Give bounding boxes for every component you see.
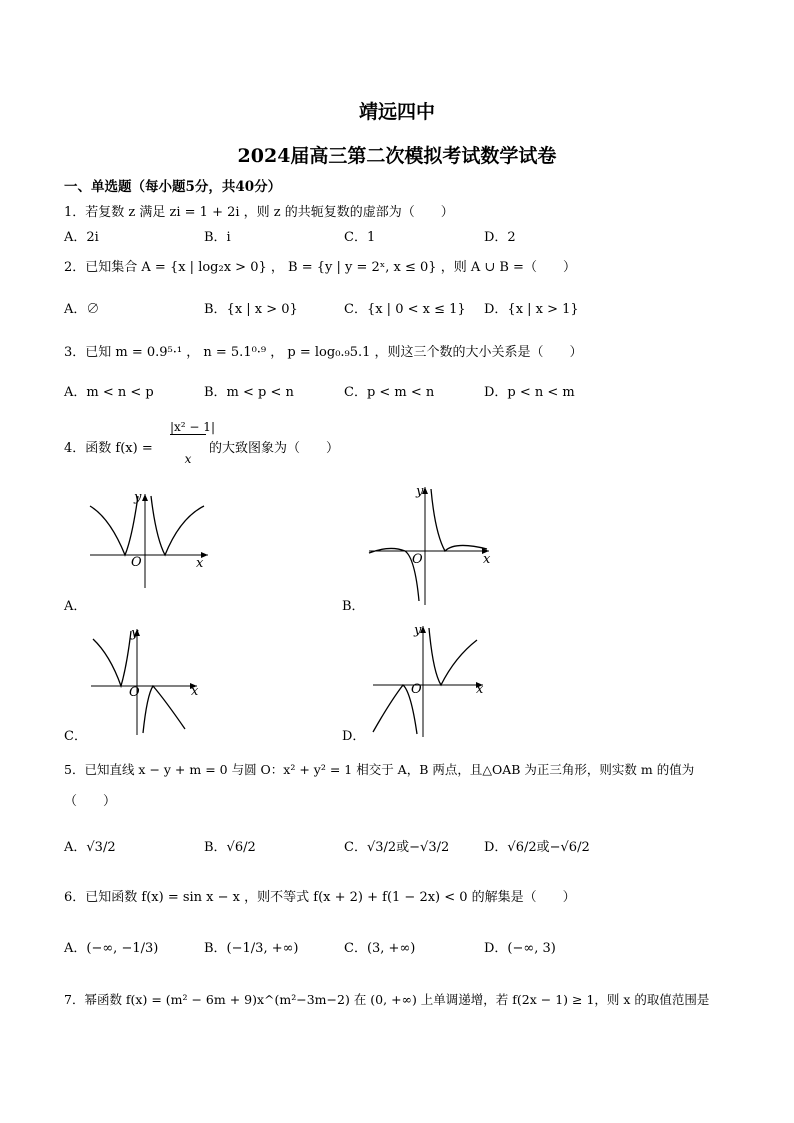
q4-fraction-numerator: |x² − 1|	[170, 420, 215, 434]
q3-option-d: D．p < n < m	[484, 385, 575, 400]
graph-c-x-label: x	[191, 684, 199, 699]
school-name: 靖远四中	[358, 101, 435, 123]
q2-option-a: A．∅	[64, 302, 100, 317]
question-4-prefix: 4．函数 f(x) =	[64, 441, 153, 456]
q4-option-d: D．	[342, 729, 366, 744]
q1-option-b: B．i	[204, 230, 231, 245]
graph-d-origin-label: O	[411, 682, 422, 697]
graph-b-origin-label: O	[412, 552, 423, 567]
question-1-stem: 1．若复数 z 满足 zi = 1 + 2i ，则 z 的共轭复数的虚部为（ ）	[64, 205, 454, 220]
question-2-stem: 2．已知集合 A = {x | log₂x > 0} ， B = {y | y = 2ˣ, x ≤ 0} ，则 A ∪ B =（ ）	[64, 260, 576, 275]
graph-a-x-label: x	[196, 556, 204, 571]
q5-option-d: D．√6/2或−√6/2	[484, 840, 590, 855]
exam-title: 2024届高三第二次模拟考试数学试卷	[237, 145, 557, 167]
graph-a-y-label: y	[134, 490, 142, 505]
q3-option-b: B．m < p < n	[204, 385, 294, 400]
graph-a-origin-label: O	[131, 555, 142, 570]
q2-option-b: B．{x | x > 0}	[204, 302, 298, 317]
graph-d-y-label: y	[414, 623, 422, 638]
q5-option-c: C．√3/2或−√3/2	[344, 840, 450, 855]
q1-option-d: D．2	[484, 230, 516, 245]
graph-d-x-label: x	[476, 682, 484, 697]
section-heading: 一、单选题（每小题5分，共40分）	[64, 179, 282, 195]
q6-option-c: C．(3, +∞)	[344, 941, 416, 956]
question-6-stem: 6．已知函数 f(x) = sin x − x ，则不等式 f(x + 2) + f(1 − 2x) < 0 的解集是（ ）	[64, 890, 576, 905]
q4-graph-c	[85, 625, 205, 740]
q1-option-a: A．2i	[64, 230, 99, 245]
q3-option-c: C．p < m < n	[344, 385, 435, 400]
graph-b-y-label: y	[416, 484, 424, 499]
q1-option-c: C．1	[344, 230, 376, 245]
graph-b-x-label: x	[483, 552, 491, 567]
q4-option-b: B．	[342, 599, 365, 614]
q4-option-c: C．	[64, 729, 87, 744]
q5-option-a: A．√3/2	[64, 840, 116, 855]
q4-graph-a	[80, 488, 220, 598]
q2-option-c: C．{x | 0 < x ≤ 1}	[344, 302, 466, 317]
q3-option-a: A．m < n < p	[64, 385, 154, 400]
q2-option-d: D．{x | x > 1}	[484, 302, 579, 317]
q4-option-a: A．	[64, 599, 87, 614]
question-7-stem: 7．幂函数 f(x) = (m² − 6m + 9)x^(m²−3m−2) 在 (0, +∞) 上单调递增，若 f(2x − 1) ≥ 1，则 x 的取值范围是	[64, 992, 710, 1007]
question-5-stem-cont: （ ）	[64, 794, 117, 809]
q6-option-b: B．(−1/3, +∞)	[204, 941, 299, 956]
question-5-stem: 5．已知直线 x − y + m = 0 与圆 O：x² + y² = 1 相交于 A，B 两点，且△OAB 为正三角形，则实数 m 的值为	[64, 762, 695, 777]
q4-graph-b	[365, 483, 495, 608]
graph-c-y-label: y	[131, 626, 139, 641]
question-4-suffix: 的大致图象为（ ）	[209, 441, 340, 456]
q4-fraction-denominator: x	[184, 452, 192, 466]
q4-graph-d	[365, 622, 490, 740]
q6-option-d: D．(−∞, 3)	[484, 941, 556, 956]
q6-option-a: A．(−∞, −1/3)	[64, 941, 159, 956]
question-3-stem: 3．已知 m = 0.9⁵·¹ ， n = 5.1⁰·⁹ ， p = log₀.₉5.1 ，则这三个数的大小关系是（ ）	[64, 345, 583, 360]
q5-option-b: B．√6/2	[204, 840, 256, 855]
graph-c-origin-label: O	[129, 685, 140, 700]
